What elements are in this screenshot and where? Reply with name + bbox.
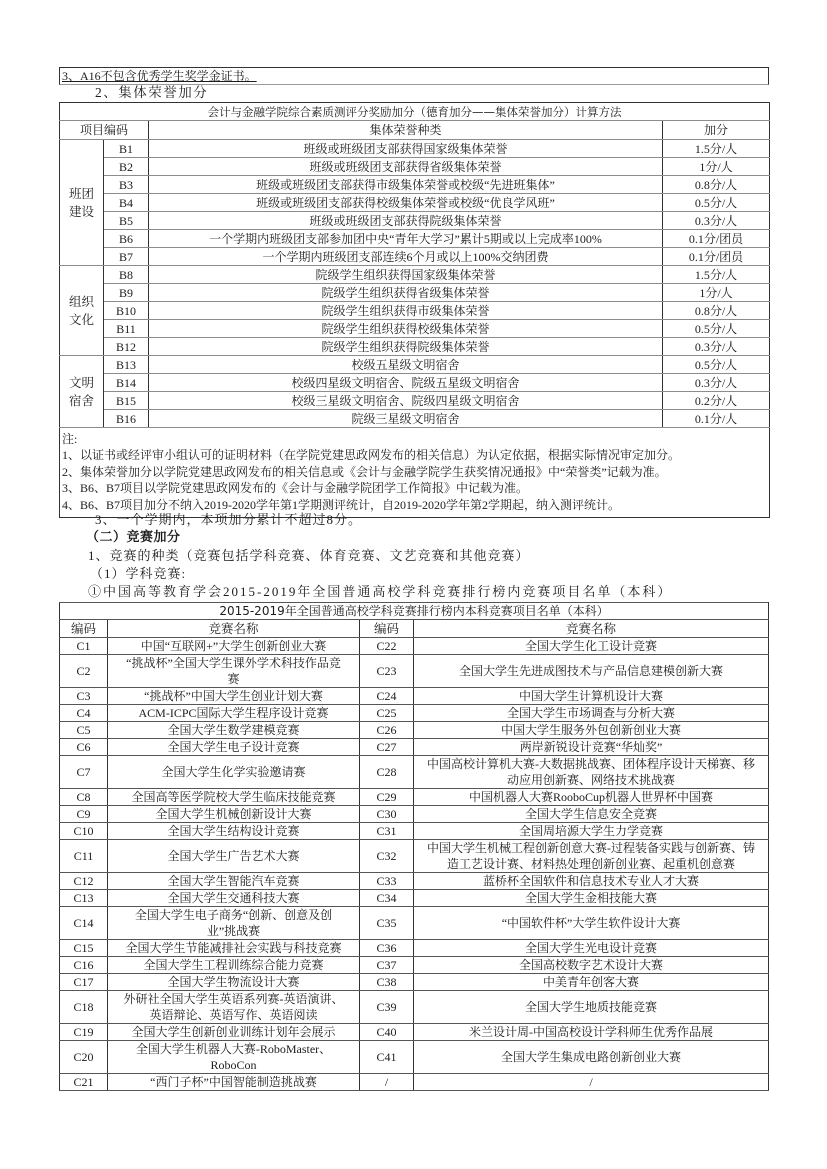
competition-name-right: 中国高校计算机大赛-大数据挑战赛、团体程序设计天梯赛、移动应用创新赛、网络技术挑战赛 — [414, 756, 769, 789]
competition-code-left: C10 — [60, 823, 108, 840]
competition-name-right: 全国大学生市场调查与分析大赛 — [414, 705, 769, 722]
honor-code: B11 — [104, 320, 149, 338]
competition-name-right: 米兰设计周-中国高校设计学科师生优秀作品展 — [414, 1024, 769, 1041]
honor-description: 班级或班级团支部获得市级集体荣誉或校级“先进班集体” — [149, 176, 663, 194]
competition-row — [60, 688, 769, 705]
honor-row — [60, 230, 770, 248]
competition-code-left: C9 — [60, 806, 108, 823]
competition-name-right: 中国大学生服务外包创新创业大赛 — [414, 722, 769, 739]
competition-name-right: 全国大学生集成电路创新创业大赛 — [414, 1041, 769, 1074]
honor-row — [60, 194, 770, 212]
competition-name-left: “西门子杯”中国智能制造挑战赛 — [108, 1074, 360, 1091]
competition-name-left: 全国大学生结构设计竞赛 — [108, 823, 360, 840]
honor-points: 1.5分/人 — [663, 266, 770, 284]
honor-description: 校级四星级文明宿舍、院级五星级文明宿舍 — [149, 374, 663, 392]
competition-table-title: 2015-2019年全国普通高校学科竞赛排行榜内本科竞赛项目名单（本科） — [60, 603, 769, 620]
honor-points: 0.1分/团员 — [663, 248, 770, 266]
competition-code-right: C27 — [360, 739, 414, 756]
competition-code-right: C38 — [360, 974, 414, 991]
honor-row — [60, 140, 770, 158]
competition-name-left: 全国大学生物流设计大赛 — [108, 974, 360, 991]
competition-name-right: “中国软件杯”大学生软件设计大赛 — [414, 907, 769, 940]
honor-points: 0.5分/人 — [663, 356, 770, 374]
honor-code: B10 — [104, 302, 149, 320]
honor-code: B2 — [104, 158, 149, 176]
honor-code: B15 — [104, 392, 149, 410]
honor-row — [60, 374, 770, 392]
honor-code: B5 — [104, 212, 149, 230]
honor-points: 0.1分/团员 — [663, 230, 770, 248]
competition-row — [60, 739, 769, 756]
competition-code-left: C4 — [60, 705, 108, 722]
competition-list-table — [59, 602, 769, 1091]
competition-code-left: C18 — [60, 991, 108, 1024]
honor-points: 0.3分/人 — [663, 212, 770, 230]
competition-code-left: C19 — [60, 1024, 108, 1041]
competition-name-left: “挑战杯”中国大学生创业计划大赛 — [108, 688, 360, 705]
honor-description: 院级学生组织获得省级集体荣誉 — [149, 284, 663, 302]
notes-row — [60, 428, 770, 518]
honor-description: 一个学期内班级团支部连续6个月或以上100%交纳团费 — [149, 248, 663, 266]
competition-code-right: C36 — [360, 940, 414, 957]
competition-code-left: C7 — [60, 756, 108, 789]
competition-code-right: C39 — [360, 991, 414, 1024]
competition-name-left: 全国大学生智能汽车竞赛 — [108, 873, 360, 890]
cap-note: 3、一个学期内，本项加分累计不超过8分。 — [95, 512, 363, 527]
competition-name-left: 全国大学生广告艺术大赛 — [108, 840, 360, 873]
competition-table-header-row — [60, 620, 769, 638]
honor-description: 院级学生组织获得市级集体荣誉 — [149, 302, 663, 320]
competition-name-right: / — [414, 1074, 769, 1091]
honor-code: B16 — [104, 410, 149, 428]
competition-name-left: 全国大学生创新创业训练计划年会展示 — [108, 1024, 360, 1041]
competition-name-right: 蓝桥杯全国软件和信息技术专业人才大赛 — [414, 873, 769, 890]
competition-name-right: 中国机器人大赛RooboCup机器人世界杯中国赛 — [414, 789, 769, 806]
competition-code-left: C14 — [60, 907, 108, 940]
honor-points: 0.8分/人 — [663, 302, 770, 320]
competition-row — [60, 722, 769, 739]
competition-name-right: 全国大学生信息安全竞赛 — [414, 806, 769, 823]
honor-code: B1 — [104, 140, 149, 158]
honor-points: 1.5分/人 — [663, 140, 770, 158]
competition-code-left: C5 — [60, 722, 108, 739]
competition-code-left: C17 — [60, 974, 108, 991]
note-item: 4、B6、B7项目加分不纳入2019-2020学年第1学期测评统计，自2019-2020学年第2学期起，纳入测评统计。 — [62, 497, 621, 512]
competition-name-right: 全国周培源大学生力学竞赛 — [414, 823, 769, 840]
honor-row — [60, 356, 770, 374]
competition-code-left: C16 — [60, 957, 108, 974]
section-heading-collective-honor: 2、集体荣誉加分 — [95, 85, 209, 100]
competition-row — [60, 974, 769, 991]
header-points: 加分 — [663, 121, 770, 140]
competition-row — [60, 890, 769, 907]
competition-name-left: 全国大学生机器人大赛-RoboMaster、RoboCon — [108, 1041, 360, 1074]
honor-points: 0.1分/人 — [663, 410, 770, 428]
competition-code-left: C15 — [60, 940, 108, 957]
honor-row — [60, 158, 770, 176]
competition-heading: （二）竞赛加分 — [86, 530, 181, 545]
competition-name-left: 中国“互联网+”大学生创新创业大赛 — [108, 638, 360, 655]
honor-description: 院级学生组织获得国家级集体荣誉 — [149, 266, 663, 284]
honor-code: B7 — [104, 248, 149, 266]
note-item: 1、以证书或经评审小组认可的证明材料（在学院党建思政网发布的相关信息）为认定依据，根据实际情况审定加分。 — [62, 448, 681, 463]
top-note-box — [59, 67, 769, 85]
competition-row — [60, 638, 769, 655]
honor-table-title: 会计与金融学院综合素质测评分奖励加分（德育加分——集体荣誉加分）计算方法 — [60, 103, 770, 121]
competition-row — [60, 940, 769, 957]
honor-row — [60, 392, 770, 410]
group-label-line: 班团 — [68, 185, 94, 201]
competition-code-right: C22 — [360, 638, 414, 655]
group-label-line: 文明 — [68, 374, 94, 390]
competition-list-intro: ①中国高等教育学会2015-2019年全国普通高校学科竞赛排行榜内竞赛项目名单（本科） — [88, 584, 673, 599]
honor-points: 1分/人 — [663, 158, 770, 176]
competition-row — [60, 907, 769, 940]
honor-code: B8 — [104, 266, 149, 284]
competition-name-left: 全国大学生电子设计竞赛 — [108, 739, 360, 756]
competition-code-left: C8 — [60, 789, 108, 806]
competition-row — [60, 957, 769, 974]
honor-points: 1分/人 — [663, 284, 770, 302]
competition-name-left: 全国高等医学院校大学生临床技能竞赛 — [108, 789, 360, 806]
honor-row — [60, 176, 770, 194]
competition-code-right: C40 — [360, 1024, 414, 1041]
honor-description: 院级学生组织获得院级集体荣誉 — [149, 338, 663, 356]
honor-description: 班级或班级团支部获得国家级集体荣誉 — [149, 140, 663, 158]
header-name-left: 竞赛名称 — [108, 620, 360, 638]
competition-code-right: C34 — [360, 890, 414, 907]
competition-code-right: C35 — [360, 907, 414, 940]
competition-row — [60, 789, 769, 806]
honor-row — [60, 284, 770, 302]
competition-code-right: C32 — [360, 840, 414, 873]
competition-code-right: C41 — [360, 1041, 414, 1074]
honor-code: B12 — [104, 338, 149, 356]
competition-name-right: 全国大学生金相技能大赛 — [414, 890, 769, 907]
competition-name-right: 中国大学生机械工程创新创意大赛-过程装备实践与创新赛、铸造工艺设计赛、材料热处理创新创业赛、起重机创意赛 — [414, 840, 769, 873]
honor-table-header-row — [60, 121, 770, 140]
group-label-line: 组织 — [68, 293, 94, 309]
competition-name-left: 全国大学生电子商务“创新、创意及创业”挑战赛 — [108, 907, 360, 940]
header-code-right: 编码 — [360, 620, 414, 638]
competition-code-left: C3 — [60, 688, 108, 705]
notes-cell — [60, 428, 770, 518]
competition-code-right: C28 — [360, 756, 414, 789]
honor-description: 一个学期内班级团支部参加团中央“青年大学习”累计5期或以上完成率100% — [149, 230, 663, 248]
competition-name-left: 全国大学生机械创新设计大赛 — [108, 806, 360, 823]
competition-code-right: C33 — [360, 873, 414, 890]
header-honor-type: 集体荣誉种类 — [149, 121, 663, 140]
honor-row — [60, 320, 770, 338]
collective-honor-table — [59, 102, 770, 518]
honor-row — [60, 266, 770, 284]
honor-description: 校级五星级文明宿舍 — [149, 356, 663, 374]
competition-code-right: C24 — [360, 688, 414, 705]
group-label-line: 文化 — [68, 311, 94, 327]
honor-description: 班级或班级团支部获得校级集体荣誉或校级“优良学风班” — [149, 194, 663, 212]
competition-code-right: C25 — [360, 705, 414, 722]
competition-row — [60, 823, 769, 840]
group-label-line: 建设 — [68, 203, 94, 219]
competition-name-left: ACM-ICPC国际大学生程序设计竞赛 — [108, 705, 360, 722]
honor-points: 0.2分/人 — [663, 392, 770, 410]
competition-code-right: / — [360, 1074, 414, 1091]
group-label-cell — [60, 266, 104, 356]
competition-name-left: 全国大学生节能减排社会实践与科技竞赛 — [108, 940, 360, 957]
honor-description: 校级三星级文明宿舍、院级四星级文明宿舍 — [149, 392, 663, 410]
competition-name-right: 全国大学生先进成图技术与产品信息建模创新大赛 — [414, 655, 769, 688]
note-item: 2、集体荣誉加分以学院党建思政网发布的相关信息或《会计与金融学院学生获奖情况通报》中“荣誉类”记载为准。 — [62, 464, 667, 479]
competition-row — [60, 1041, 769, 1074]
subject-competition-label: （1）学科竞赛: — [90, 566, 187, 581]
honor-code: B14 — [104, 374, 149, 392]
competition-row — [60, 655, 769, 688]
competition-code-left: C1 — [60, 638, 108, 655]
competition-code-left: C12 — [60, 873, 108, 890]
honor-row — [60, 410, 770, 428]
competition-code-right: C31 — [360, 823, 414, 840]
competition-name-right: 全国高校数字艺术设计大赛 — [414, 957, 769, 974]
competition-name-left: 全国大学生工程训练综合能力竞赛 — [108, 957, 360, 974]
header-code: 项目编码 — [60, 121, 149, 140]
competition-code-left: C20 — [60, 1041, 108, 1074]
competition-name-left: 全国大学生数学建模竞赛 — [108, 722, 360, 739]
honor-points: 0.3分/人 — [663, 338, 770, 356]
competition-name-right: 全国大学生光电设计竞赛 — [414, 940, 769, 957]
competition-name-left: 全国大学生化学实验邀请赛 — [108, 756, 360, 789]
honor-row — [60, 338, 770, 356]
competition-row — [60, 840, 769, 873]
competition-code-right: C23 — [360, 655, 414, 688]
competition-row — [60, 873, 769, 890]
honor-code: B4 — [104, 194, 149, 212]
competition-code-right: C30 — [360, 806, 414, 823]
notes-title: 注: — [62, 432, 78, 446]
competition-name-left: “挑战杯”全国大学生课外学术科技作品竞赛 — [108, 655, 360, 688]
note-item: 3、B6、B7项目以学院党建思政网发布的《会计与金融学院团学工作简报》中记载为准。 — [62, 481, 529, 496]
competition-row — [60, 705, 769, 722]
honor-row — [60, 248, 770, 266]
competition-code-left: C13 — [60, 890, 108, 907]
competition-name-right: 两岸新锐设计竞赛“华灿奖” — [414, 739, 769, 756]
competition-name-right: 全国大学生地质技能竞赛 — [414, 991, 769, 1024]
honor-row — [60, 302, 770, 320]
competition-name-left: 全国大学生交通科技大赛 — [108, 890, 360, 907]
honor-description: 班级或班级团支部获得省级集体荣誉 — [149, 158, 663, 176]
honor-code: B13 — [104, 356, 149, 374]
competition-code-right: C29 — [360, 789, 414, 806]
honor-code: B3 — [104, 176, 149, 194]
competition-table-title-row — [60, 603, 769, 620]
competition-row — [60, 1024, 769, 1041]
honor-description: 班级或班级团支部获得院级集体荣誉 — [149, 212, 663, 230]
honor-row — [60, 212, 770, 230]
honor-points: 0.3分/人 — [663, 374, 770, 392]
competition-code-right: C26 — [360, 722, 414, 739]
competition-code-left: C21 — [60, 1074, 108, 1091]
competition-row — [60, 756, 769, 789]
honor-description: 院级三星级文明宿舍 — [149, 410, 663, 428]
header-name-right: 竞赛名称 — [414, 620, 769, 638]
group-label-cell — [60, 356, 104, 428]
group-label-line: 宿舍 — [68, 392, 94, 408]
group-label-cell — [60, 140, 104, 266]
competition-row — [60, 991, 769, 1024]
honor-points: 0.8分/人 — [663, 176, 770, 194]
competition-row — [60, 806, 769, 823]
top-note-text: 3、A16不包含优秀学生奖学金证书。 — [62, 69, 257, 83]
competition-code-left: C11 — [60, 840, 108, 873]
honor-code: B6 — [104, 230, 149, 248]
competition-name-right: 全国大学生化工设计竞赛 — [414, 638, 769, 655]
competition-name-left: 外研社全国大学生英语系列赛-英语演讲、英语辩论、英语写作、英语阅读 — [108, 991, 360, 1024]
header-code-left: 编码 — [60, 620, 108, 638]
honor-points: 0.5分/人 — [663, 194, 770, 212]
competition-name-right: 中美青年创客大赛 — [414, 974, 769, 991]
honor-description: 院级学生组织获得校级集体荣誉 — [149, 320, 663, 338]
competition-row — [60, 1074, 769, 1091]
competition-name-right: 中国大学生计算机设计大赛 — [414, 688, 769, 705]
competition-code-left: C6 — [60, 739, 108, 756]
honor-points: 0.5分/人 — [663, 320, 770, 338]
competition-types: 1、竞赛的种类（竞赛包括学科竞赛、体育竞赛、文艺竞赛和其他竞赛） — [88, 548, 530, 563]
competition-code-right: C37 — [360, 957, 414, 974]
honor-code: B9 — [104, 284, 149, 302]
honor-table-title-row — [60, 103, 770, 121]
competition-code-left: C2 — [60, 655, 108, 688]
